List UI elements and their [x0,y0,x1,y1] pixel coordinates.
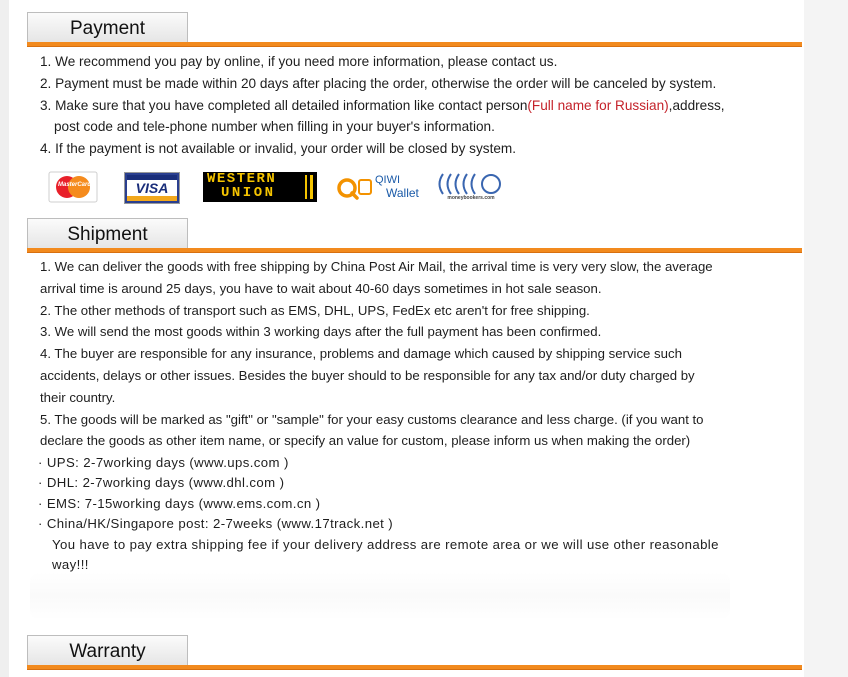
shipment-title: Shipment [27,218,188,250]
remote-area-note: You have to pay extra shipping fee if your delivery address are remote area or we will use other reasonable [52,536,719,552]
remote-area-note-cont: way!!! [52,557,89,573]
payment-title: Payment [27,12,188,44]
shipment-line-3: 2. The other methods of transport such as EMS, DHL, UPS, FedEx etc aren't for free shipping. [40,302,590,318]
warranty-title: Warranty [27,635,188,667]
payment-item-3 [40,95,725,117]
faded-watermark-area [30,572,730,620]
qiwi-wallet-logo [335,174,425,202]
mastercard-logo [48,171,98,203]
payment-item-4: 4. If the payment is not available or invalid, your order will be closed by system. [40,141,517,157]
warranty-accent-bar [27,665,802,670]
payment-item-2: 2. Payment must be made within 20 days after placing the order, otherwise the order will be canceled by system. [40,75,717,91]
payment-item-1: 1. We recommend you pay by online, if you need more information, please contact us. [40,54,558,69]
mastercard-label: MasterCard [58,182,92,188]
moneybookers-label: moneybookers.com [447,195,495,201]
shipment-line-7: their country. [40,389,116,405]
shipping-method-dhl: · DHL: 2-7working days (www.dhl.com ) [38,475,285,491]
shipment-line-5: 4. The buyer are responsible for any insurance, problems and damage which caused by shipping service such [40,346,682,362]
payment-list [40,51,725,160]
shipment-line-6: accidents, delays or other issues. Besides the buyer should to be responsible for any tax and/or duty charged by [40,367,695,383]
page-edge-right [804,0,848,677]
payment-item-3-text: 3. Make sure that you have completed all detailed information like contact person [40,97,528,113]
shipment-list [40,256,713,452]
western-union-line-2: UNION [221,185,276,201]
payment-item-3-tail: ,address, [668,97,725,113]
shipment-line-4: 3. We will send the most goods within 3 working days after the full payment has been confirmed. [40,324,602,340]
moneybookers-waves-icon [437,172,505,196]
page-edge-left [0,0,9,677]
shipment-line-2: arrival time is around 25 days, you have to wait about 40-60 days sometimes in hot sale season. [40,280,602,296]
shipping-method-ems: · EMS: 7-15working days (www.ems.com.cn ) [38,495,321,511]
qiwi-icon [335,174,375,202]
western-union-line-1: WESTERN [207,171,277,187]
shipment-accent-bar [27,248,802,253]
shipping-method-china-post: · China/HK/Singapore post: 2-7weeks (www.17track.net ) [38,516,394,532]
shipment-line-8: 5. The goods will be marked as "gift" or "sample" for your easy customs clearance and less charge. (if you want to [40,411,704,427]
western-union-logo [203,172,317,202]
payment-item-3-cont: post code and tele-phone number when filling in your buyer's information. [54,119,495,135]
shipping-method-ups: · UPS: 2-7working days (www.ups.com ) [38,455,289,470]
qiwi-label: QIWI [375,174,401,186]
shipment-line-1: 1. We can deliver the goods with free shipping by China Post Air Mail, the arrival time is very very slow, the average [40,259,713,274]
shipping-methods-list [38,453,719,575]
shipment-line-9: declare the goods as other item name, or specify an value for custom, please inform us when making the order) [40,433,691,449]
moneybookers-logo [437,172,505,204]
visa-label: VISA [135,180,169,196]
qiwi-wallet-label: Wallet [386,186,419,200]
visa-logo [124,172,180,204]
russian-name-note: (Full name for Russian) [527,97,669,113]
payment-accent-bar [27,42,802,47]
